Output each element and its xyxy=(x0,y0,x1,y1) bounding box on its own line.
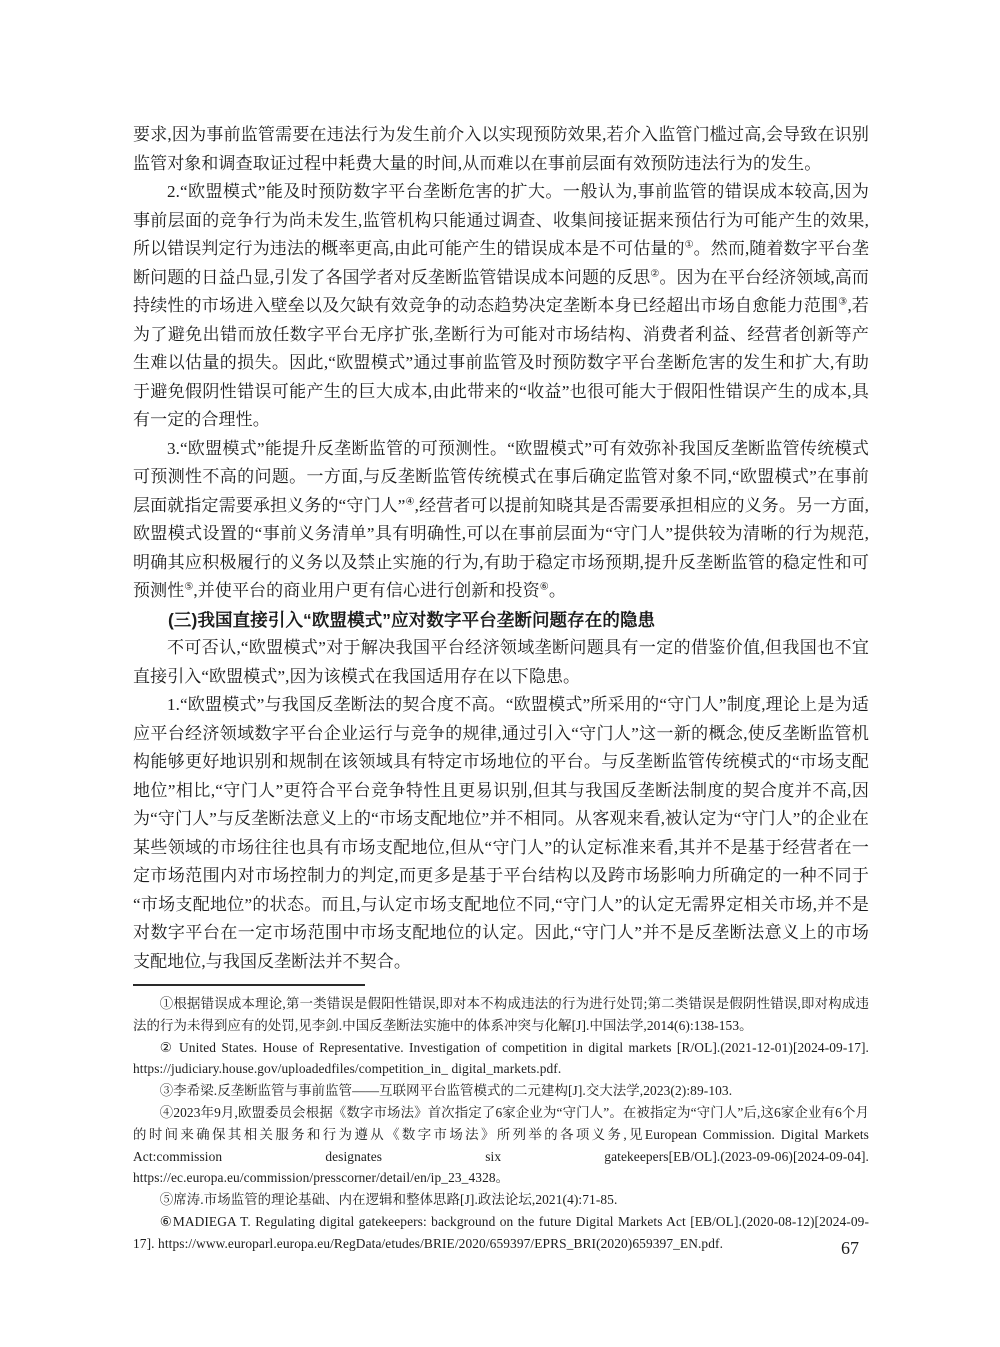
section-heading: (三)我国直接引入“欧盟模式”应对数字平台垄断问题存在的隐患 xyxy=(168,609,656,630)
body-paragraph-intro: 不可否认,“欧盟模式”对于解决我国平台经济领域垄断问题具有一定的借鉴价值,但我国也不宜直接引入“欧盟模式”,因为该模式在我国适用存在以下隐患。 xyxy=(133,638,869,686)
body-paragraph-point-2: 2.“欧盟模式”能及时预防数字平台垄断危害的扩大。一般认为,事前监管的错误成本较高,因为事前层面的竞争行为尚未发生,监管机构只能通过调查、收集间接证据来预估行为可能产生的效果,所以错误判定行为违法的概率更高,由此可能产生的错误成本是不可估量的①。然而,随着数字平台垄断问题的日益凸显,引发了各国学者对反垄断监管错误成本问题的反思②。因为在平台经济领域,高而持续性的市场进入壁垒以及欠缺有效竞争的动态趋势决定垄断本身已经超出市场自愈能力范围③,若为了避免出错而放任数字平台无序扩张,垄断行为可能对市场结构、消费者利益、经营者创新等产生难以估量的损失。因此,“欧盟模式”通过事前监管及时预防数字平台垄断危害的发生和扩大,有助于避免假阴性错误可能产生的巨大成本,由此带来的“收益”也很可能大于假阳性错误产生的成本,具有一定的合理性。 xyxy=(133,182,869,429)
footnotes-block xyxy=(133,993,869,1255)
page-content xyxy=(133,121,869,1255)
footnote-divider xyxy=(133,984,365,986)
footnote-1: ①根据错误成本理论,第一类错误是假阳性错误,即对本不构成违法的行为进行处罚;第二类错误是假阴性错误,即对构成违法的行为未得到应有的处罚,见李剑.中国反垄断法实施中的体系冲突与化解[J].中国法学,2014(6):138-153。 xyxy=(133,996,869,1033)
footnote-5: ⑤席涛.市场监管的理论基础、内在逻辑和整体思路[J].政法论坛,2021(4):71-85. xyxy=(159,1192,618,1208)
page-number: 67 xyxy=(841,1238,859,1258)
footnote-6: ⑥MADIEGA T. Regulating digital gatekeepers: background on the future Digital Markets Act [EB/OL].(2020-08-12)[2024-09-17]. https://www.europarl.europa.eu/RegData/etudes/BRIE/2020/659397/EPRS_BRI(2020)659397_EN.pdf. xyxy=(133,1213,869,1251)
footnote-3: ③李希梁.反垄断监管与事前监管——互联网平台监管模式的二元建构[J].交大法学,2023(2):89-103. xyxy=(159,1083,733,1099)
body-paragraph-point-3: 3.“欧盟模式”能提升反垄断监管的可预测性。“欧盟模式”可有效弥补我国反垄断监管传统模式可预测性不高的问题。一方面,与反垄断监管传统模式在事后确定监管对象不同,“欧盟模式”在事前层面就指定需要承担义务的“守门人”④,经营者可以提前知晓其是否需要承担相应的义务。另一方面,欧盟模式设置的“事前义务清单”具有明确性,可以在事前层面为“守门人”提供较为清晰的行为规范,明确其应积极履行的义务以及禁止实施的行为,有助于稳定市场预期,提升反垄断监管的稳定性和可预测性⑤,并使平台的商业用户更有信心进行创新和投资⑥。 xyxy=(133,438,869,600)
article-body xyxy=(133,121,869,976)
footnote-4: ④2023年9月,欧盟委员会根据《数字市场法》首次指定了6家企业为“守门人”。在被指定为“守门人”后,这6家企业有6个月的时间来确保其相关服务和行为遵从《数字市场法》所列举的各项义务,见European Commission. Digital Markets Act:commission designates six gatekeepers[EB/OL].(2023-09-06)[2024-09-04]. https://ec.europa.eu/commission/presscorner/detail/en/ip_23_4328。 xyxy=(133,1104,869,1186)
body-paragraph-continued: 要求,因为事前监管需要在违法行为发生前介入以实现预防效果,若介入监管门槛过高,会导致在识别监管对象和调查取证过程中耗费大量的时间,从而难以在事前层面有效预防违法行为的发生。 xyxy=(133,125,869,173)
body-paragraph-point-1: 1.“欧盟模式”与我国反垄断法的契合度不高。“欧盟模式”所采用的“守门人”制度,理论上是为适应平台经济领域数字平台企业运行与竞争的规律,通过引入“守门人”这一新的概念,使反垄断监管机构能够更好地识别和规制在该领域具有特定市场地位的平台。与反垄断监管传统模式的“市场支配地位”相比,“守门人”更符合平台竞争特性且更易识别,但其与我国反垄断法制度的契合度并不高,因为“守门人”与反垄断法意义上的“市场支配地位”并不相同。从客观来看,被认定为“守门人”的企业在某些领域的市场往往也具有市场支配地位,但从“守门人”的认定标准来看,其并不是基于经营者在一定市场范围内对市场控制力的判定,而更多是基于平台结构以及跨市场影响力所确定的一种不同于“市场支配地位”的状态。而且,与认定市场支配地位不同,“守门人”的认定无需界定相关市场,并不是对数字平台在一定市场范围中市场支配地位的认定。因此,“守门人”并不是反垄断法意义上的市场支配地位,与我国反垄断法并不契合。 xyxy=(133,695,869,971)
footnote-2: ② United States. House of Representative. Investigation of competition in digital markets [R/OL].(2021-12-01)[2024-09-17]. https://judiciary.house.gov/uploadedfiles/competition_in_ digital_markets.pdf. xyxy=(133,1039,869,1077)
